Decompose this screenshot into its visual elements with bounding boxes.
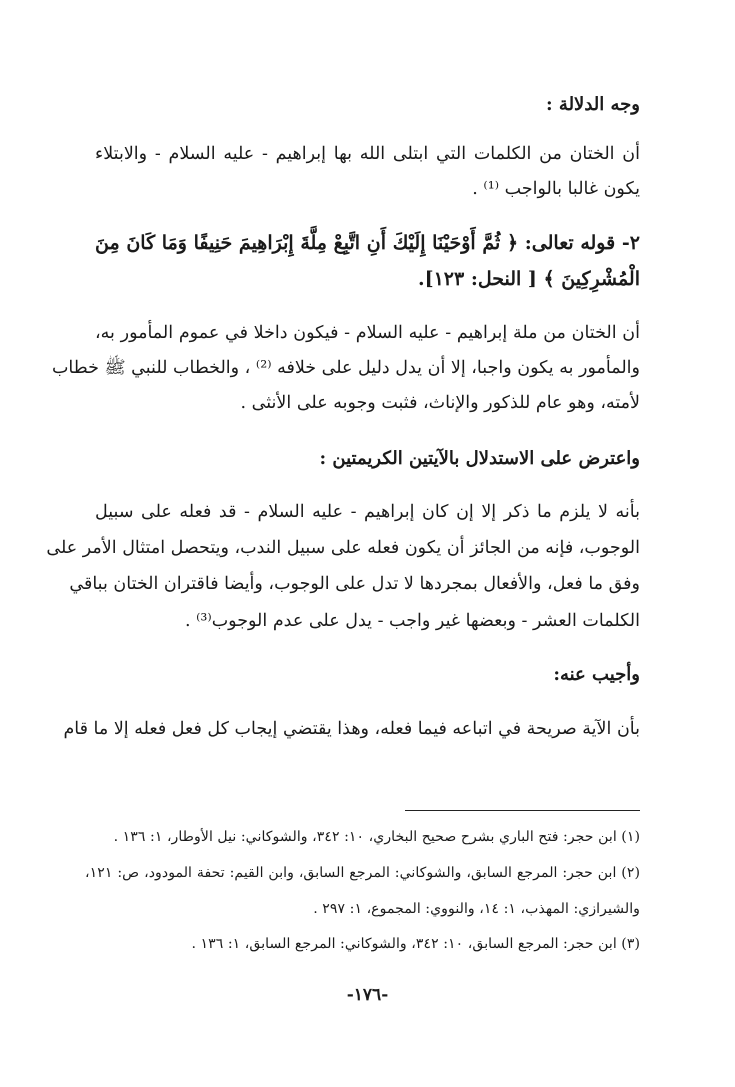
paragraph-1-line-1: أن الختان من الكلمات التي ابتلى الله بها إبراهيم - عليه السلام - والابتلاء <box>95 144 640 164</box>
paragraph-3-line-3: لأمته، وهو عام للذكور والإناث، فثبت وجوبه على الأنثى . <box>240 393 640 413</box>
page-number: -١٧٦- <box>346 985 389 1005</box>
footnote-2-line-2: والشيرازي: المهذب، ١: ١٤، والنووي: المجموع، ١: ٢٩٧ . <box>313 901 640 917</box>
quran-verse-line-2: الْمُشْرِكِينَ ﴾ [ النحل: ١٢٣]. <box>417 268 640 290</box>
heading-objection: واعترض على الاستدلال بالآيتين الكريمتين : <box>319 448 640 469</box>
paragraph-3-line-2: والمأمور به يكون واجبا، إلا أن يدل دليل على خلافه ⁽²⁾ ، والخطاب للنبي ﷺ خطاب <box>51 358 640 378</box>
paragraph-4-line-3: وفق ما فعل، والأفعال بمجردها لا تدل على الوجوب، وأيضا فاقتران الختان بباقي <box>69 574 640 594</box>
footnote-1: (١) ابن حجر: فتح الباري بشرح صحيح البخاري، ١٠: ٣٤٢، والشوكاني: نيل الأوطار، ١: ١٣٦ . <box>113 829 640 845</box>
heading-answer: وأجيب عنه: <box>553 664 640 685</box>
quran-verse-line-1: ٢- قوله تعالى: ﴿ ثُمَّ أَوْحَيْنَا إِلَيْكَ أَنِ اتَّبِعْ مِلَّةَ إِبْرَاهِيمَ حَنِيفًا وَمَا كَانَ مِنَ <box>95 232 640 254</box>
paragraph-3-line-1: أن الختان من ملة إبراهيم - عليه السلام - فيكون داخلا في عموم المأمور به، <box>95 323 640 343</box>
heading-wajh-al-dalala: وجه الدلالة : <box>546 94 640 115</box>
footnote-separator <box>405 810 640 811</box>
footnote-2-line-1: (٢) ابن حجر: المرجع السابق، والشوكاني: المرجع السابق، وابن القيم: تحفة المودود، ص: ١٢١، <box>85 865 640 881</box>
paragraph-4-line-1: بأنه لا يلزم ما ذكر إلا إن كان إبراهيم - عليه السلام - قد فعله على سبيل <box>95 502 640 522</box>
footnote-3: (٣) ابن حجر: المرجع السابق، ١٠: ٣٤٢، والشوكاني: المرجع السابق، ١: ١٣٦ . <box>191 936 640 952</box>
paragraph-1-line-2: يكون غالبا بالواجب ⁽¹⁾ . <box>472 179 640 199</box>
paragraph-4-line-2: الوجوب، فإنه من الجائز أن يكون فعله على سبيل الندب، ويتحصل امتثال الأمر على <box>46 538 640 558</box>
paragraph-4-line-4: الكلمات العشر - وبعضها غير واجب - يدل على عدم الوجوب⁽³⁾ . <box>184 611 640 631</box>
paragraph-5-line-1: بأن الآية صريحة في اتباعه فيما فعله، وهذا يقتضي إيجاب كل فعل فعله إلا ما قام <box>63 719 640 739</box>
